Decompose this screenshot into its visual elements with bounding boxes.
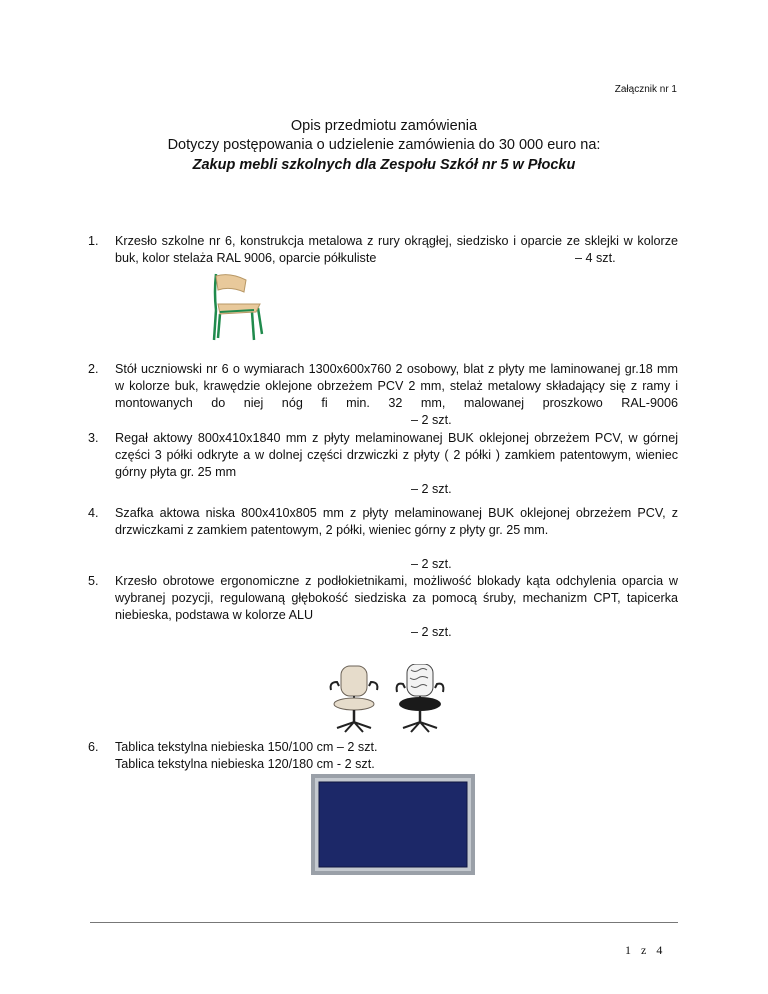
list-item-4	[88, 505, 678, 573]
item-text: Krzesło obrotowe ergonomiczne z podłokietnikami, możliwość blokady kąta odchylenia oparcia w wybranej pozycji, regulowaną głębokość siedziska za pomocą śruby, mechanizm CPT, tapicerka niebieska, podstawa w kolorze ALU	[115, 574, 678, 622]
item-text: Regał aktowy 800x410x1840 mm z płyty melaminowanej BUK oklejonej obrzeżem PCV, w górnej części 3 półki odkryte a w dolnej części drzwiczki z płyty ( 2 półki ) zamkiem patentowym, wieniec górny płyta gr. 25 mm	[115, 431, 678, 479]
item-number: 2.	[88, 362, 99, 376]
list-item-3	[88, 430, 678, 498]
item-number: 1.	[88, 234, 99, 248]
item-quantity: – 2 szt.	[411, 625, 452, 639]
annex-label: Załącznik nr 1	[614, 84, 677, 95]
item-number: 3.	[88, 431, 99, 445]
item-number: 4.	[88, 506, 99, 520]
item-number: 6.	[88, 740, 99, 754]
document-title: Opis przedmiotu zamówienia	[290, 118, 478, 134]
school-chair-image	[208, 272, 268, 342]
procurement-name: Zakup mebli szkolnych dla Zespołu Szkół nr 5 w Płocku	[192, 157, 576, 173]
item-text: Krzesło szkolne nr 6, konstrukcja metalowa z rury okrągłej, siedzisko i oparcie ze sklejki w kolorze buk, kolor stelaża RAL 9006, oparcie półkuliste	[115, 234, 678, 265]
item-text: Szafka aktowa niska 800x410x805 mm z płyty melaminowanej BUK oklejonej obrzeżem PCV, z drzwiczkami z zamkiem patentowym, 2 półki, wieniec górny z płyty gr. 25 mm.	[115, 506, 678, 537]
item-number: 5.	[88, 574, 99, 588]
list-item-2	[88, 361, 678, 427]
list-item-6	[88, 739, 678, 773]
item-quantity: – 4 szt.	[575, 251, 616, 265]
office-chairs-image	[325, 664, 465, 734]
page-separator: z	[641, 943, 649, 957]
list-item-1	[88, 233, 678, 267]
list-item-5	[88, 573, 678, 641]
current-page: 1	[625, 943, 633, 957]
item-quantity: – 2 szt.	[411, 413, 452, 427]
item-text: Stół uczniowski nr 6 o wymiarach 1300x600x760 2 osobowy, blat z płyty me laminowanej gr.18 mm w kolorze buk, krawędzie oklejone obrzeżem PCV 2 mm, stelaż metalowy składający się z ramy i montowanych do niej nóg fi min. 32 mm, malowanej proszkowo RAL-9006	[115, 362, 678, 410]
footer-divider	[90, 922, 678, 923]
total-pages: 4	[656, 943, 665, 957]
item-text-line-1: Tablica tekstylna niebieska 150/100 cm – 2 szt.	[115, 740, 378, 754]
item-quantity: – 2 szt.	[411, 557, 452, 571]
item-quantity: – 2 szt.	[411, 482, 452, 496]
item-text-line-2: Tablica tekstylna niebieska 120/180 cm - 2 szt.	[115, 757, 375, 771]
page-number	[621, 943, 668, 958]
textile-board-image	[311, 774, 475, 875]
document-subtitle: Dotyczy postępowania o udzielenie zamówienia do 30 000 euro na:	[167, 137, 601, 153]
